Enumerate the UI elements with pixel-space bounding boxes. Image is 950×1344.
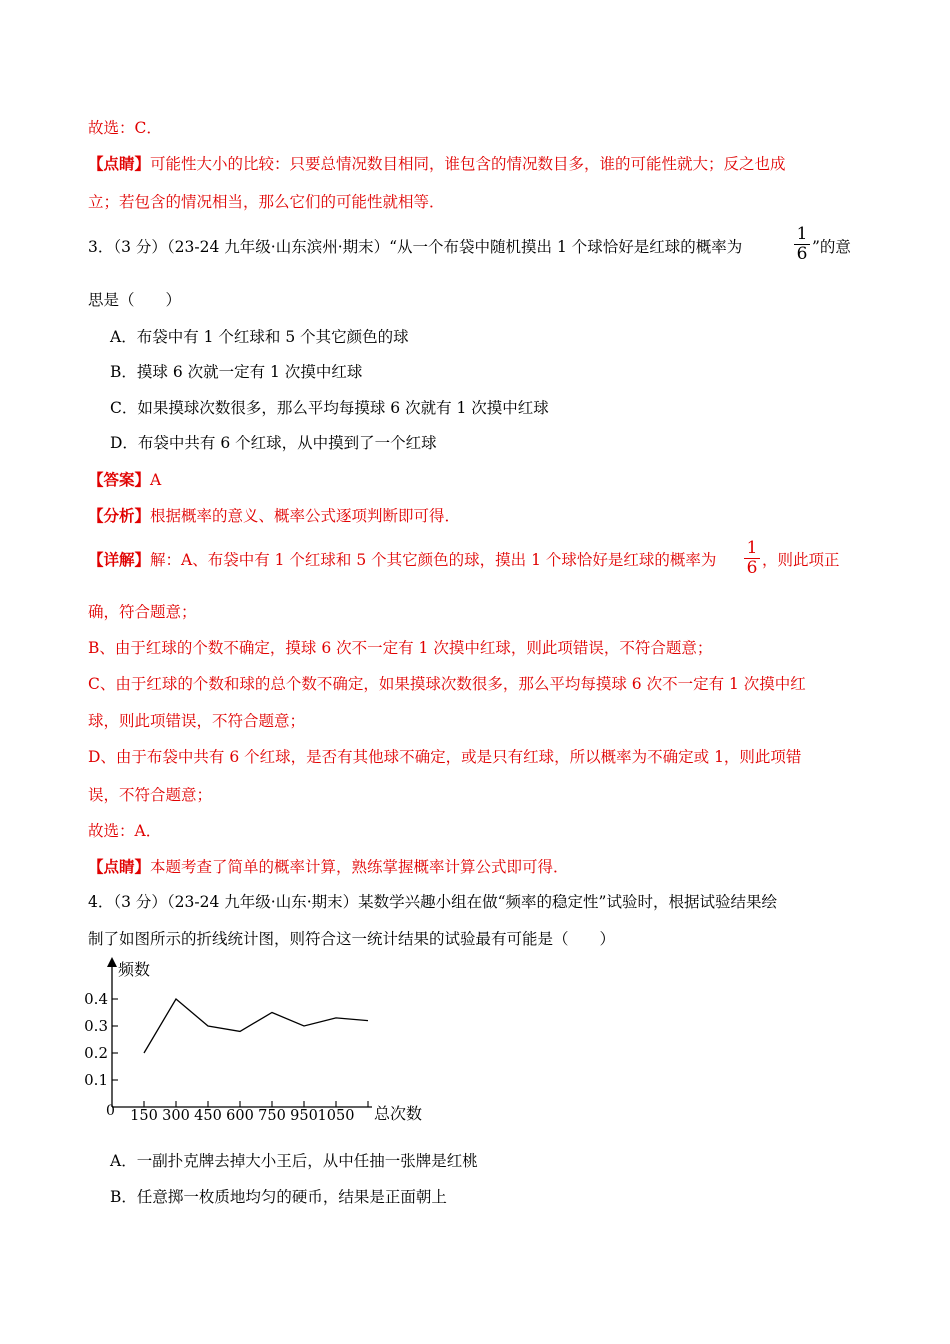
analysis-tag: 【分析】	[88, 506, 151, 525]
y-axis-label: 频数	[118, 960, 151, 979]
q3-option-d: D．布袋中共有 6 个红球，从中摸到了一个红球	[110, 434, 437, 452]
detail-text: 解：A、布袋中有 1 个红球和 5 个其它颜色的球，摸出 1 个球恰好是红球的概率为	[150, 551, 717, 569]
q3-detail-d1: D、由于布袋中共有 6 个红球，是否有其他球不确定，或是只有红球，所以概率为不确定或 1，则此项错	[88, 748, 802, 766]
q3-detail-c2: 球，则此项错误，不符合题意；	[88, 712, 306, 730]
answer-value: A	[150, 471, 162, 489]
fraction-denominator: 6	[796, 244, 808, 264]
q3-detail-line2: 确，符合题意；	[88, 603, 197, 621]
q3-detail-d2: 误，不符合题意；	[88, 786, 213, 804]
x-axis-label: 总次数	[374, 1104, 423, 1123]
prev-comment-line2: 立；若包含的情况相当，那么它们的可能性就相等．	[88, 193, 445, 211]
q4-option-a: A．一副扑克牌去掉大小王后，从中任抽一张牌是红桃	[110, 1152, 478, 1170]
series-line	[144, 999, 368, 1053]
y-tick-label: 0.4	[84, 990, 108, 1008]
x-tick-label: 300	[162, 1108, 190, 1124]
x-tick-label: 600	[226, 1108, 254, 1124]
q3-stem-text: 3．（3 分）（23-24 九年级·山东滨州·期末）“从一个布袋中随机摸出 1 个球恰好是红球的概率为	[88, 238, 743, 256]
q3-option-b: B．摸球 6 次就一定有 1 次摸中红球	[110, 363, 363, 381]
y-tick-label: 0.1	[84, 1071, 108, 1089]
detail-line1-end: ，则此项正	[762, 551, 840, 569]
fraction-denominator: 6	[746, 558, 758, 578]
comment-tag: 【点睛】	[88, 857, 151, 876]
x-tick-label: 450	[194, 1108, 222, 1124]
x-tick-label: 150	[130, 1108, 158, 1124]
q4-stem-line1: 4．（3 分）（23-24 九年级·山东·期末）某数学兴趣小组在做“频率的稳定性”试验时，根据试验结果绘	[88, 893, 777, 911]
q3-comment	[88, 856, 569, 878]
prev-conclusion: 故选：C．	[88, 119, 162, 137]
q3-answer	[88, 469, 161, 491]
q3-detail-b: B、由于红球的个数不确定，摸球 6 次不一定有 1 次摸中红球，则此项错误，不符合题意；	[88, 639, 713, 657]
q3-conclusion: 故选：A．	[88, 822, 162, 840]
comment-text: 本题考查了简单的概率计算，熟练掌握概率计算公式即可得．	[150, 858, 569, 876]
detail-tag: 【详解】	[88, 550, 151, 569]
analysis-text: 根据概率的意义、概率公式逐项判断即可得．	[150, 507, 461, 525]
y-axis-arrow	[107, 957, 117, 967]
q3-detail-line1	[88, 549, 716, 571]
origin-label: 0	[106, 1103, 115, 1119]
q4-option-b: B．任意掷一枚质地均匀的硬币，结果是正面朝上	[110, 1188, 447, 1206]
x-tick-label: 950	[290, 1108, 318, 1124]
q4-stem-line2: 制了如图所示的折线统计图，则符合这一统计结果的试验最有可能是（ ）	[88, 930, 616, 948]
x-tick-label: 750	[258, 1108, 286, 1124]
q3-stem-end: ”的意	[812, 238, 851, 256]
y-tick-label: 0.2	[84, 1044, 108, 1062]
q3-fraction	[794, 226, 810, 263]
q3-stem-line2: 思是（ ）	[88, 291, 182, 309]
q3-analysis	[88, 505, 460, 527]
q3-detail-c1: C、由于红球的个数和球的总个数不确定，如果摸球次数很多，那么平均每摸球 6 次不一定有 1 次摸中红	[88, 675, 806, 693]
q3-stem-line1	[88, 236, 742, 258]
detail-fraction	[744, 540, 760, 577]
frequency-line-chart	[80, 955, 440, 1130]
comment-text: 可能性大小的比较：只要总情况数目相同，谁包含的情况数目多，谁的可能性就大；反之也成	[150, 155, 786, 173]
y-tick-label: 0.3	[84, 1017, 108, 1035]
fraction-numerator: 1	[796, 224, 808, 244]
x-tick-label: 1050	[317, 1108, 355, 1124]
q3-option-a: A．布袋中有 1 个红球和 5 个其它颜色的球	[110, 328, 409, 346]
prev-comment-line1	[88, 153, 786, 175]
fraction-numerator: 1	[746, 538, 758, 558]
answer-tag: 【答案】	[88, 470, 151, 489]
comment-tag: 【点睛】	[88, 154, 151, 173]
q3-option-c: C．如果摸球次数很多，那么平均每摸球 6 次就有 1 次摸中红球	[110, 399, 549, 417]
